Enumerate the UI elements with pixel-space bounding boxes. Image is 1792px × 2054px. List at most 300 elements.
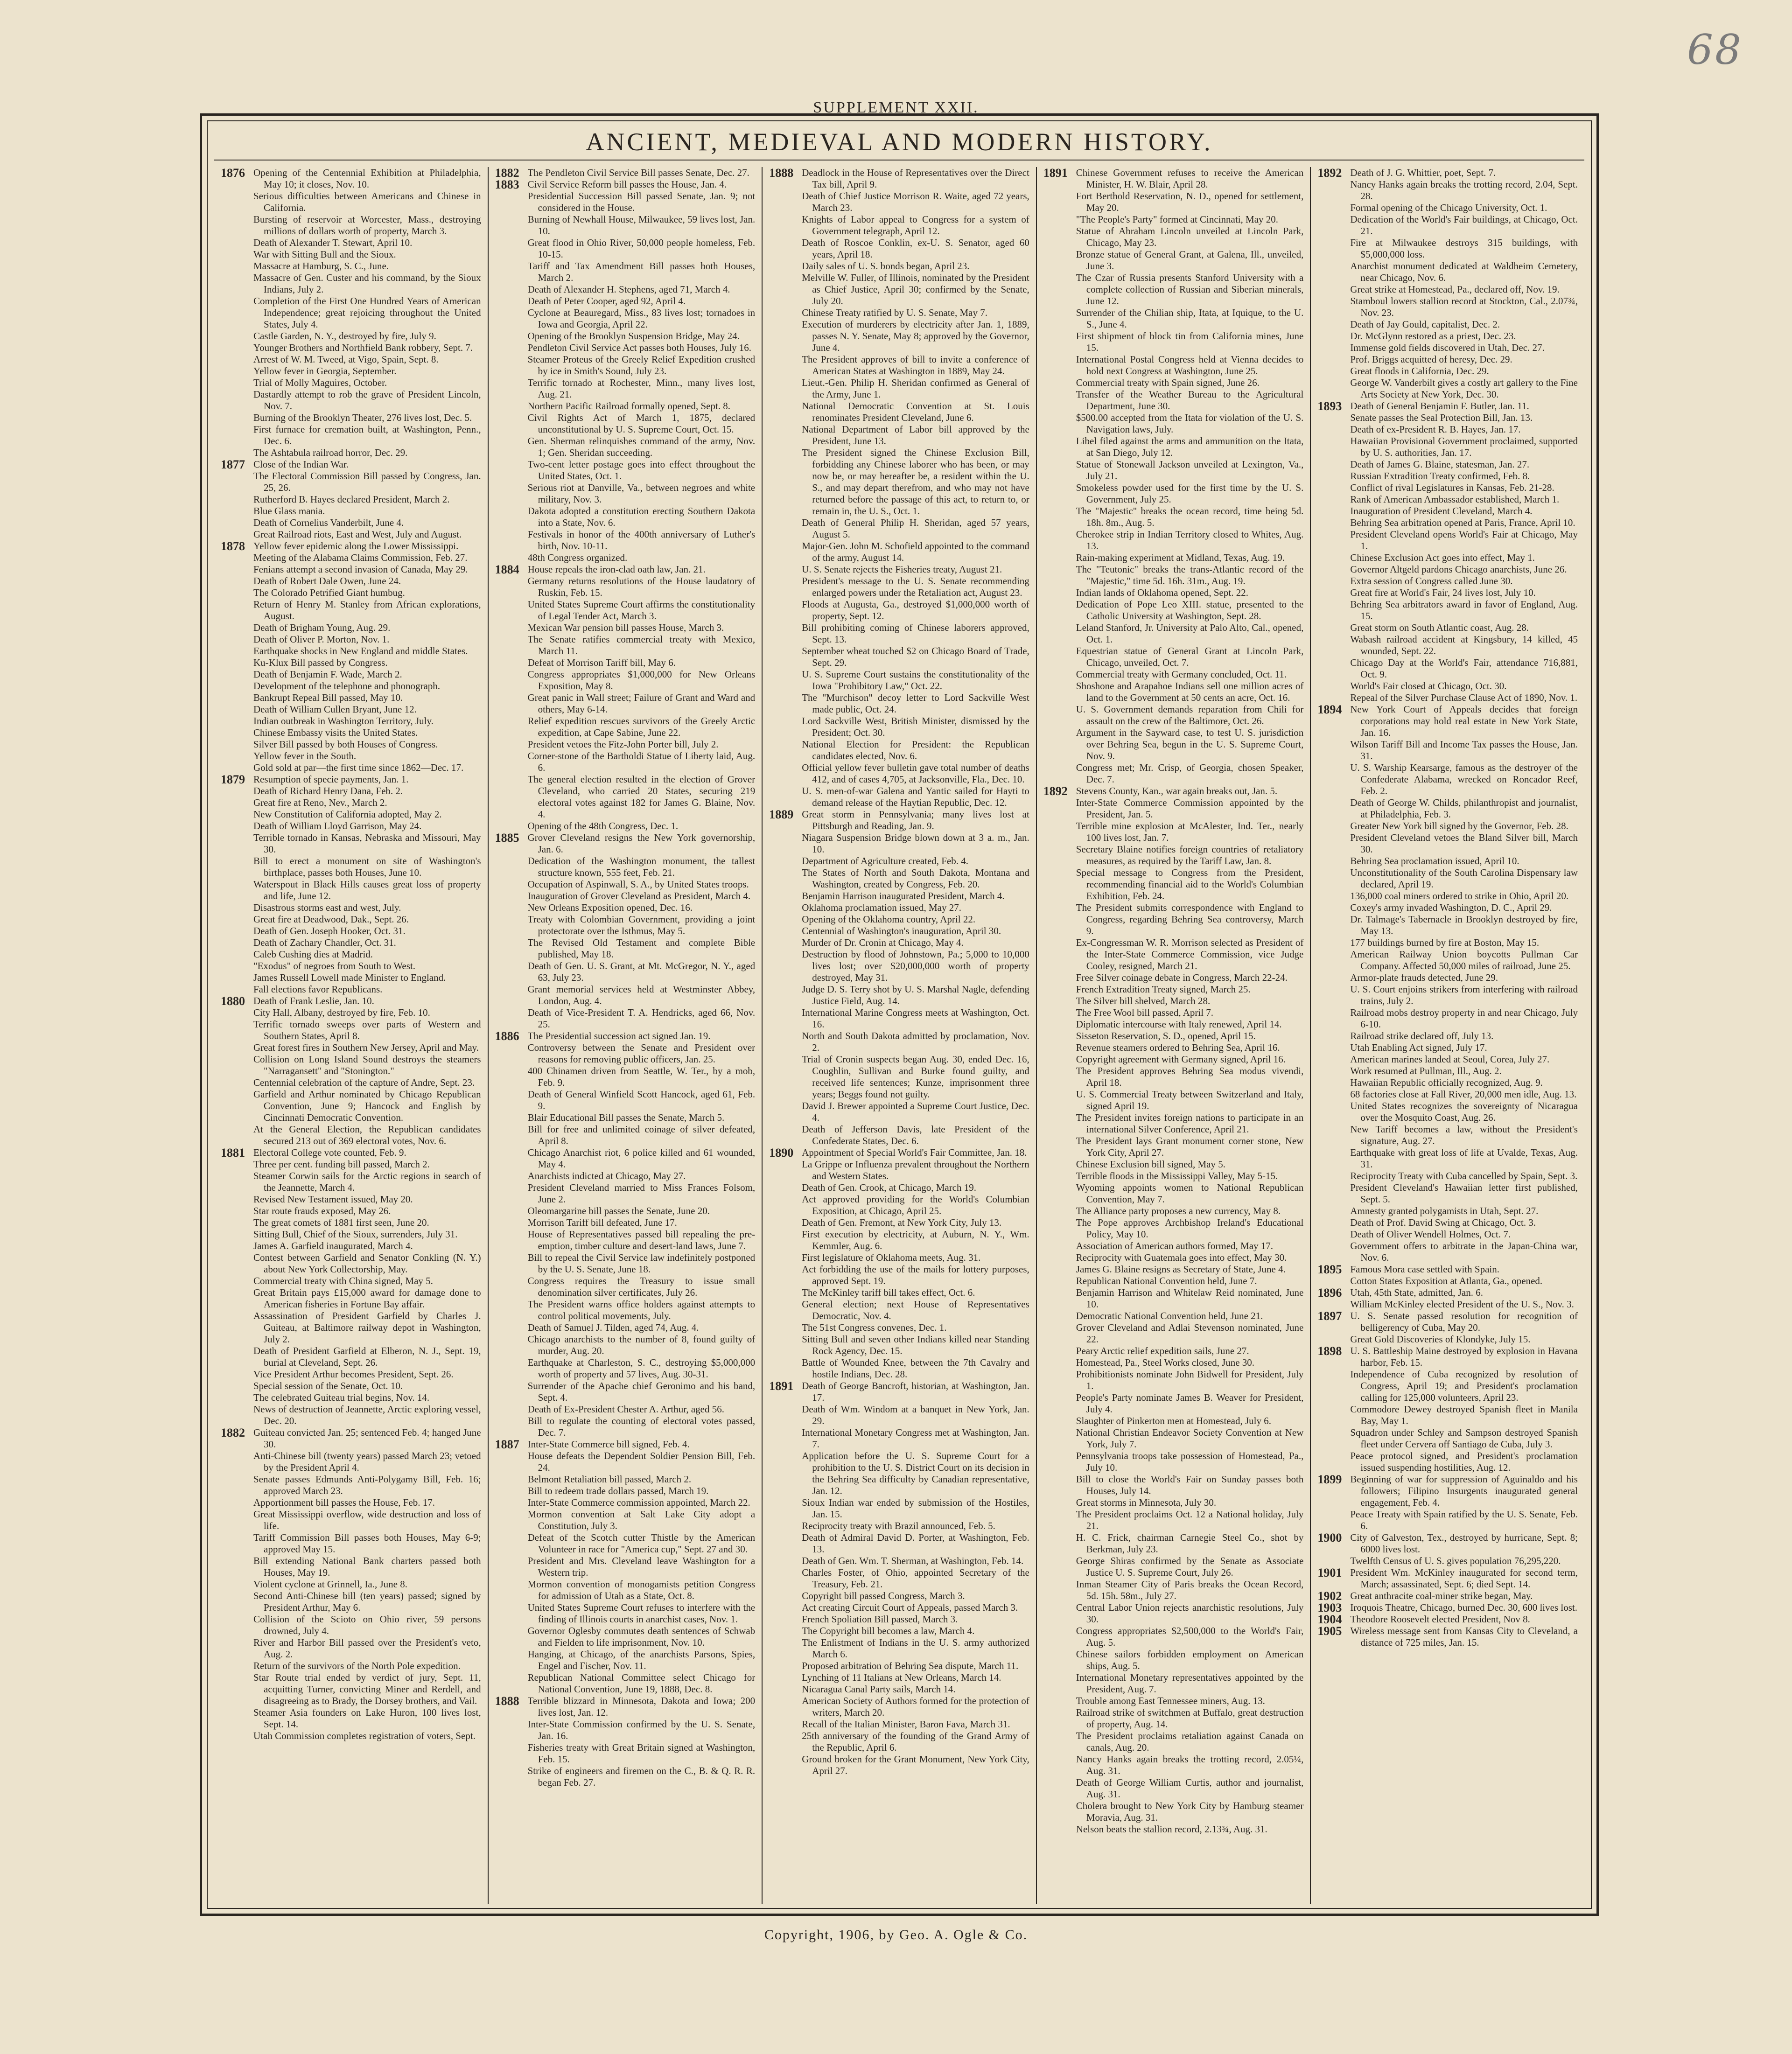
- event-list: [1350, 167, 1578, 400]
- event-item: Great storm on South Atlantic coast, Aug. 28.: [1350, 622, 1529, 633]
- event-item: Indian outbreak in Washington Territory, July.: [253, 715, 434, 727]
- event-item: Nancy Hanks again breaks the trotting record, 2.05¼, Aug. 31.: [1076, 1754, 1304, 1776]
- event-item: Bill to regulate the counting of electoral votes passed, Dec. 7.: [527, 1415, 756, 1438]
- event-item: President Cleveland vetoes the Bland Silver bill, March 30.: [1350, 832, 1578, 855]
- event-item: Wilson Tariff Bill and Income Tax passes the House, Jan. 31.: [1350, 739, 1578, 762]
- event-item: Earthquake at Charleston, S. C., destroying $5,000,000 worth of property and 57 lives, Aug. 30-31.: [527, 1357, 756, 1380]
- event-item: First execution by electricity, at Auburn, N. Y., Wm. Kemmler, Aug. 6.: [802, 1229, 1029, 1251]
- event-item: Defeat of Morrison Tariff bill, May 6.: [527, 657, 676, 668]
- event-item: David J. Brewer appointed a Supreme Court Justice, Dec. 4.: [802, 1100, 1029, 1123]
- event-item: International Postal Congress held at Vienna decides to hold next Congress at Washington, June 25.: [1076, 354, 1304, 377]
- event-item: Utah Commission completes registration of voters, Sept.: [253, 1730, 476, 1741]
- event-item: Benjamin Harrison inaugurated President, March 4.: [802, 890, 1005, 901]
- event-item: Northern Pacific Railroad formally opened, Sept. 8.: [527, 400, 731, 412]
- year-label: 1876: [221, 167, 245, 180]
- event-item: Death of William Cullen Bryant, June 12.: [253, 704, 417, 715]
- year-label: 1902: [1317, 1589, 1342, 1603]
- event-item: Statue of Stonewall Jackson unveiled at Lexington, Va., July 21.: [1076, 459, 1304, 482]
- event-item: The Presidential succession act signed Jan. 19.: [527, 1030, 711, 1041]
- event-item: Great flood in Ohio River, 50,000 people homeless, Feb. 10-15.: [527, 237, 756, 260]
- event-item: American Society of Authors formed for the protection of writers, March 20.: [802, 1695, 1029, 1718]
- event-item: Nelson beats the stallion record, 2.13¾, Aug. 31.: [1076, 1823, 1267, 1835]
- year-entry: [1317, 1264, 1578, 1287]
- event-item: Knights of Labor appeal to Congress for a system of Government telegraph, April 12.: [802, 214, 1029, 237]
- event-item: The Silver bill shelved, March 28.: [1076, 995, 1211, 1006]
- event-item: The President proclaims Oct. 12 a National holiday, July 21.: [1076, 1509, 1304, 1531]
- event-item: Terrific tornado at Rochester, Minn., many lives lost, Aug. 21.: [527, 377, 756, 400]
- event-item: Death of Gen. Wm. T. Sherman, at Washington, Feb. 14.: [802, 1555, 1024, 1566]
- event-item: Commercial treaty with Germany concluded, Oct. 11.: [1076, 669, 1287, 680]
- event-item: Railroad strike of switchmen at Buffalo, great destruction of property, Aug. 14.: [1076, 1707, 1304, 1730]
- event-item: The Copyright bill becomes a law, March 4.: [802, 1625, 975, 1636]
- event-item: Mormon convention of monogamists petition Congress for admission of Utah as a State, Oct. 8.: [527, 1579, 756, 1601]
- event-item: Immense gold fields discovered in Utah, Dec. 27.: [1350, 342, 1545, 353]
- event-item: Shoshone and Arapahoe Indians sell one million acres of land to the Government at 50 cents an acre, Oct. 16.: [1076, 680, 1304, 703]
- event-list: [802, 809, 1029, 1147]
- event-item: Centennial of Washington's inauguration, April 30.: [802, 925, 1001, 936]
- event-item: Yellow fever in Georgia, September.: [253, 365, 397, 377]
- event-item: Leland Stanford, Jr. University at Palo Alto, Cal., opened, Oct. 1.: [1076, 622, 1304, 645]
- event-item: Caleb Cushing dies at Madrid.: [253, 949, 373, 960]
- event-item: Strike of engineers and firemen on the C., B. & Q. R. R. began Feb. 27.: [527, 1765, 756, 1788]
- event-item: United States Supreme Court affirms the constitutionality of Legal Tender Act, March 3.: [527, 599, 756, 622]
- event-item: House of Representatives passed bill repealing the pre-emption, timber culture and desert-land laws, June 7.: [527, 1229, 756, 1251]
- event-item: "The People's Party" formed at Cincinnati, May 20.: [1076, 214, 1279, 225]
- event-item: 136,000 coal miners ordered to strike in Ohio, April 20.: [1350, 890, 1569, 901]
- event-item: Inter-State Commerce commission appointed, March 22.: [527, 1497, 750, 1508]
- event-item: Hawaiian Republic officially recognized, Aug. 9.: [1350, 1077, 1543, 1088]
- event-item: Death of James G. Blaine, statesman, Jan. 27.: [1350, 459, 1530, 470]
- year-entry: [1317, 1345, 1578, 1474]
- event-item: Death of Admiral David D. Porter, at Washington, Feb. 13.: [802, 1532, 1029, 1555]
- event-item: International Monetary representatives appointed by the President, Aug. 7.: [1076, 1672, 1304, 1695]
- event-item: Department of Agriculture created, Feb. 4.: [802, 855, 969, 866]
- event-item: Reciprocity treaty with Brazil announced, Feb. 5.: [802, 1520, 995, 1531]
- event-item: Copyright bill passed Congress, March 3.: [802, 1590, 965, 1601]
- event-item: The celebrated Guiteau trial begins, Nov. 14.: [253, 1392, 430, 1403]
- event-item: The 51st Congress convenes, Dec. 1.: [802, 1322, 947, 1333]
- event-item: Massacre at Hamburg, S. C., June.: [253, 260, 389, 272]
- event-item: Violent cyclone at Grinnell, Ia., June 8.: [253, 1579, 407, 1590]
- event-item: Nancy Hanks again breaks the trotting record, 2.04, Sept. 28.: [1350, 179, 1578, 202]
- event-item: Great panic in Wall street; Failure of Grant and Ward and others, May 6-14.: [527, 692, 756, 715]
- event-item: Centennial celebration of the capture of Andre, Sept. 23.: [253, 1077, 475, 1088]
- event-item: Dastardly attempt to rob the grave of President Lincoln, Nov. 7.: [253, 389, 481, 412]
- event-item: Burning of Newhall House, Milwaukee, 59 lives lost, Jan. 10.: [527, 214, 756, 237]
- event-item: U. S. Supreme Court sustains the constitutionality of the Iowa "Prohibitory Law," Oct. 22.: [802, 669, 1029, 692]
- event-item: Conflict of rival Legislatures in Kansas, Feb. 21-28.: [1350, 482, 1554, 493]
- year-entry: [1317, 1310, 1578, 1345]
- event-item: Argument in the Sayward case, to test U. S. jurisdiction over Behring Sea, begun in the U. S. Supreme Court, Nov. 9.: [1076, 727, 1304, 762]
- event-item: American Railway Union boycotts Pullman Car Company. Affected 50,000 miles of railroad, June 25.: [1350, 949, 1578, 971]
- event-item: Garfield and Arthur nominated by Chicago Republican Convention, June 9; Hancock and English by Cincinnati Democratic Convention.: [253, 1089, 481, 1123]
- event-item: Second Anti-Chinese bill (ten years) passed; signed by President Arthur, May 6.: [253, 1590, 481, 1613]
- history-column: [1310, 167, 1584, 1904]
- event-item: New Constitution of California adopted, May 2.: [253, 809, 442, 820]
- year-entry: [1043, 785, 1304, 1835]
- event-item: Grover Cleveland resigns the New York governorship, Jan. 6.: [527, 832, 756, 855]
- event-item: Chinese Embassy visits the United States.: [253, 727, 418, 738]
- event-item: House defeats the Dependent Soldier Pension Bill, Feb. 24.: [527, 1450, 756, 1473]
- event-item: National Department of Labor bill approved by the President, June 13.: [802, 424, 1029, 447]
- year-entry: [1317, 1625, 1578, 1649]
- event-item: Floods at Augusta, Ga., destroyed $1,000,000 worth of property, Sept. 12.: [802, 599, 1029, 622]
- event-item: House repeals the iron-clad oath law, Jan. 21.: [527, 564, 706, 575]
- event-item: Death of Alexander H. Stephens, aged 71, March 4.: [527, 284, 730, 295]
- event-item: Chicago Day at the World's Fair, attendance 716,881, Oct. 9.: [1350, 657, 1578, 680]
- event-item: President Wm. McKinley inaugurated for second term, March; assassinated, Sept. 6; died Sept. 14.: [1350, 1567, 1578, 1590]
- event-item: Chinese Exclusion Act goes into effect, May 1.: [1350, 552, 1535, 563]
- event-item: Serious difficulties between Americans and Chinese in California.: [253, 190, 481, 213]
- history-column: [762, 167, 1036, 1904]
- event-item: The Electoral Commission Bill passed by Congress, Jan. 25, 26.: [253, 470, 481, 493]
- event-item: U. S. Senate passed resolution for recognition of belligerency of Cuba, May 20.: [1350, 1310, 1578, 1333]
- event-list: [528, 1439, 756, 1695]
- event-item: Iroquois Theatre, Chicago, burned Dec. 30, 600 lives lost.: [1350, 1602, 1577, 1613]
- event-item: Senate passes the Seal Protection Bill, Jan. 13.: [1350, 412, 1533, 423]
- event-item: Indian lands of Oklahoma opened, Sept. 22.: [1076, 587, 1248, 598]
- page-title: ANCIENT, MEDIEVAL AND MODERN HISTORY.: [586, 128, 1213, 156]
- event-item: Commodore Dewey destroyed Spanish fleet in Manila Bay, May 1.: [1350, 1404, 1578, 1426]
- event-item: New Tariff becomes a law, without the President's signature, Aug. 27.: [1350, 1124, 1578, 1146]
- event-item: The Free Wool bill passed, April 7.: [1076, 1007, 1213, 1018]
- event-item: Formal opening of the Chicago University, Oct. 1.: [1350, 202, 1547, 213]
- event-item: Pendleton Civil Service Act passes both Houses, July 16.: [527, 342, 752, 353]
- event-item: Death of Robert Dale Owen, June 24.: [253, 575, 401, 587]
- event-item: Bill to erect a monument on site of Washington's birthplace, passes both Houses, June 10.: [253, 855, 481, 878]
- event-item: Rutherford B. Hayes declared President, March 2.: [253, 494, 450, 505]
- event-item: Tariff and Tax Amendment Bill passes both Houses, March 2.: [527, 260, 756, 283]
- event-item: Revenue steamers ordered to Behring Sea, April 16.: [1076, 1042, 1280, 1053]
- event-item: Chinese Treaty ratified by U. S. Senate, May 7.: [802, 307, 987, 318]
- event-item: Trial of Cronin suspects began Aug. 30, ended Dec. 16, Coughlin, Sullivan and Burke found guilty, and received life sentences; Kunze, imprisonment three years; Beggs found not guilty.: [802, 1054, 1029, 1100]
- year-label: 1886: [495, 1029, 519, 1043]
- event-item: Death of Oliver P. Morton, Nov. 1.: [253, 634, 390, 645]
- year-label: 1890: [769, 1146, 794, 1160]
- event-item: Melville W. Fuller, of Illinois, nominated by the President as Chief Justice, April 30; confirmed by the Senate, July 20.: [802, 272, 1029, 307]
- event-item: Libel filed against the arms and ammunition on the Itata, at San Diego, July 12.: [1076, 435, 1304, 458]
- event-item: Star Route trial ended by verdict of jury, Sept. 11, acquitting Turner, convicting Miner and Rerdell, and disagreeing as to Brady, the Dorsey brothers, and Vail.: [253, 1672, 481, 1706]
- event-item: Gold sold at par—the first time since 1862—Dec. 17.: [253, 762, 464, 773]
- event-list: [1350, 1567, 1578, 1590]
- year-entry: [1317, 1614, 1578, 1625]
- year-label: 1901: [1317, 1566, 1342, 1579]
- event-item: Death of William Lloyd Garrison, May 24.: [253, 820, 422, 831]
- year-entry: [495, 832, 756, 1030]
- event-item: Return of the survivors of the North Pole expedition.: [253, 1660, 461, 1671]
- year-entry: [495, 1030, 756, 1439]
- event-item: Trouble among East Tennessee miners, Aug. 13.: [1076, 1695, 1265, 1706]
- event-item: Great fire at Deadwood, Dak., Sept. 26.: [253, 914, 409, 925]
- event-list: [253, 774, 481, 995]
- event-item: Copyright agreement with Germany signed, April 16.: [1076, 1054, 1286, 1065]
- event-item: Great anthracite coal-miner strike began, May.: [1350, 1590, 1533, 1601]
- event-item: United States recognizes the sovereignty of Nicaragua over the Mosquito Coast, Aug. 26.: [1350, 1100, 1578, 1123]
- event-item: Meeting of the Alabama Claims Commission, Feb. 27.: [253, 552, 468, 563]
- year-entry: [495, 167, 756, 179]
- event-item: Fall elections favor Republicans.: [253, 984, 383, 995]
- event-item: Hawaiian Provisional Government proclaimed, supported by U. S. authorities, Jan. 17.: [1350, 435, 1578, 458]
- event-item: Inter-State Commission confirmed by the U. S. Senate, Jan. 16.: [527, 1719, 756, 1741]
- event-item: Death of George Bancroft, historian, at Washington, Jan. 17.: [802, 1380, 1029, 1403]
- event-item: Bill to close the World's Fair on Sunday passes both Houses, July 14.: [1076, 1474, 1304, 1496]
- event-item: Waterspout in Black Hills causes great loss of property and life, June 12.: [253, 879, 481, 901]
- event-item: Utah Enabling Act signed, July 17.: [1350, 1042, 1487, 1053]
- year-entry: [1317, 1567, 1578, 1590]
- event-item: Inter-State Commerce Commission appointed by the President, Jan. 5.: [1076, 797, 1304, 820]
- year-entry: [495, 179, 756, 564]
- year-entry: [769, 1147, 1029, 1380]
- history-column: [1036, 167, 1310, 1904]
- event-item: Bill to repeal the Civil Service law indefinitely postponed by the U. S. Senate, June 18.: [527, 1252, 756, 1275]
- event-item: Death of Gen. Joseph Hooker, Oct. 31.: [253, 925, 406, 936]
- event-item: President vetoes the Fitz-John Porter bill, July 2.: [527, 739, 719, 750]
- event-item: Relief expedition rescues survivors of the Greely Arctic expedition, at Cape Sabine, June 22.: [527, 715, 756, 738]
- event-list: [802, 1147, 1029, 1380]
- event-item: Association of American authors formed, May 17.: [1076, 1240, 1274, 1251]
- event-item: International Monetary Congress met at Washington, Jan. 7.: [802, 1427, 1029, 1450]
- event-item: Cotton States Exposition at Atlanta, Ga., opened.: [1350, 1275, 1543, 1286]
- event-item: Official yellow fever bulletin gave total number of deaths 412, and of cases 4,705, at Jacksonville, Fla., Dec. 10.: [802, 762, 1029, 785]
- year-label: 1877: [221, 458, 245, 471]
- year-label: 1881: [221, 1146, 245, 1160]
- event-item: U. S. men-of-war Galena and Yantic sailed for Hayti to demand release of the Haytian Republic, Dec. 12.: [802, 785, 1029, 808]
- event-item: Blue Glass mania.: [253, 505, 325, 517]
- event-item: Squadron under Schley and Sampson destroyed Spanish fleet under Cervera off Santiago de Cuba, July 3.: [1350, 1427, 1578, 1450]
- event-item: Surrender of the Apache chief Geronimo and his band, Sept. 4.: [527, 1380, 756, 1403]
- event-item: Opening of the Centennial Exhibition at Philadelphia, May 10; it closes, Nov. 10.: [253, 167, 481, 190]
- event-item: Stevens County, Kan., war again breaks out, Jan. 5.: [1076, 785, 1278, 796]
- event-item: The President warns office holders against attempts to control political movements, July.: [527, 1299, 756, 1321]
- event-item: Defeat of the Scotch cutter Thistle by the American Volunteer in race for "America cup," Sept. 27 and 30.: [527, 1532, 756, 1555]
- event-item: 177 buildings burned by fire at Boston, May 15.: [1350, 937, 1540, 948]
- year-label: 1897: [1317, 1309, 1342, 1323]
- year-label: 1895: [1317, 1263, 1342, 1276]
- event-item: World's Fair closed at Chicago, Oct. 30.: [1350, 680, 1507, 692]
- event-item: James Russell Lowell made Minister to England.: [253, 972, 446, 983]
- event-item: Opening of the Oklahoma country, April 22.: [802, 914, 976, 925]
- event-item: City of Galveston, Tex., destroyed by hurricane, Sept. 8; 6000 lives lost.: [1350, 1532, 1578, 1555]
- event-item: Fenians attempt a second invasion of Canada, May 29.: [253, 564, 468, 575]
- event-item: The States of North and South Dakota, Montana and Washington, created by Congress, Feb. 20.: [802, 867, 1029, 890]
- event-item: Transfer of the Weather Bureau to the Agricultural Department, June 30.: [1076, 389, 1304, 412]
- event-item: Tariff Commission Bill passes both Houses, May 6-9; approved May 15.: [253, 1532, 481, 1555]
- year-entry: [221, 459, 481, 540]
- event-item: Special message to Congress from the President, recommending financial aid to the World's Columbian Exhibition, Feb. 24.: [1076, 867, 1304, 901]
- event-item: Sioux Indian war ended by submission of the Hostiles, Jan. 15.: [802, 1497, 1029, 1520]
- event-item: $500.00 accepted from the Itata for violation of the U. S. Navigation laws, July.: [1076, 412, 1304, 435]
- year-entry: [495, 564, 756, 832]
- event-item: The "Murchison" decoy letter to Lord Sackville West made public, Oct. 24.: [802, 692, 1029, 715]
- event-item: Chinese sailors forbidden employment on American ships, Aug. 5.: [1076, 1649, 1304, 1671]
- event-item: Fire at Milwaukee destroys 315 buildings, with $5,000,000 loss.: [1350, 237, 1578, 260]
- year-entry: [221, 995, 481, 1147]
- event-item: War with Sitting Bull and the Sioux.: [253, 249, 396, 260]
- event-item: Inman Steamer City of Paris breaks the Ocean Record, 5d. 15h. 58m., July 27.: [1076, 1579, 1304, 1601]
- event-item: The Czar of Russia presents Stanford University with a complete collection of Russian and Siberian minerals, June 12.: [1076, 272, 1304, 307]
- event-item: Rain-making experiment at Midland, Texas, Aug. 19.: [1076, 552, 1285, 563]
- event-item: Return of Henry M. Stanley from African explorations, August.: [253, 599, 481, 622]
- event-item: Death of Prof. David Swing at Chicago, Oct. 3.: [1350, 1217, 1536, 1228]
- event-item: Treaty with Colombian Government, providing a joint protectorate over the Isthmus, May 5.: [527, 914, 756, 936]
- event-item: French Spoliation Bill passed, March 3.: [802, 1614, 958, 1625]
- event-item: Recall of the Italian Minister, Baron Fava, March 31.: [802, 1719, 1010, 1730]
- event-item: First shipment of block tin from California mines, June 15.: [1076, 330, 1304, 353]
- event-item: Great floods in California, Dec. 29.: [1350, 365, 1489, 377]
- event-item: President Cleveland's Hawaiian letter first published, Sept. 5.: [1350, 1182, 1578, 1205]
- event-item: Chinese Government refuses to receive the American Minister, H. W. Blair, April 28.: [1076, 167, 1304, 190]
- event-item: Anti-Chinese bill (twenty years) passed March 23; vetoed by the President April 4.: [253, 1450, 481, 1473]
- event-item: Railroad strike declared off, July 13.: [1350, 1030, 1494, 1041]
- year-entry: [769, 167, 1029, 809]
- event-item: International Marine Congress meets at Washington, Oct. 16.: [802, 1007, 1029, 1030]
- year-label: 1888: [769, 167, 794, 180]
- event-item: Close of the Indian War.: [253, 459, 349, 470]
- event-item: Bill to redeem trade dollars passed, March 19.: [527, 1485, 709, 1496]
- year-label: 1888: [495, 1694, 519, 1708]
- event-item: Bill prohibiting coming of Chinese laborers approved, Sept. 13.: [802, 622, 1029, 645]
- event-item: Death of Gen. Crook, at Chicago, March 19.: [802, 1182, 977, 1193]
- event-item: Great fire at Reno, Nev., March 2.: [253, 797, 387, 808]
- event-item: Great storms in Minnesota, July 30.: [1076, 1497, 1217, 1508]
- event-item: Free Silver coinage debate in Congress, March 22-24.: [1076, 972, 1288, 983]
- event-item: Democratic National Convention held, June 21.: [1076, 1310, 1263, 1321]
- event-item: Steamer Proteus of the Greely Relief Expedition crushed by ice in Smith's Sound, July 23.: [527, 354, 756, 377]
- year-label: 1904: [1317, 1613, 1342, 1626]
- event-item: Coxey's army invaded Washington, D. C., April 29.: [1350, 902, 1552, 913]
- event-item: The Alliance party proposes a new currency, May 8.: [1076, 1205, 1281, 1216]
- event-item: Controversy between the Senate and President over reasons for removing public officers, Jan. 25.: [527, 1042, 756, 1065]
- event-item: Repeal of the Silver Purchase Clause Act of 1890, Nov. 1.: [1350, 692, 1578, 703]
- event-item: Chicago Anarchist riot, 6 police killed and 61 wounded, May 4.: [527, 1147, 756, 1170]
- event-item: Vice President Arthur becomes President, Sept. 26.: [253, 1369, 454, 1380]
- event-item: Senate passes Edmunds Anti-Polygamy Bill, Feb. 16; approved March 23.: [253, 1474, 481, 1496]
- event-item: Death of J. G. Whittier, poet, Sept. 7.: [1350, 167, 1496, 178]
- event-item: Famous Mora case settled with Spain.: [1350, 1264, 1499, 1275]
- event-item: Younger Brothers and Northfield Bank robbery, Sept. 7.: [253, 342, 473, 353]
- event-item: Resumption of specie payments, Jan. 1.: [253, 774, 409, 785]
- event-item: Behring Sea arbitrators award in favor of England, Aug. 15.: [1350, 599, 1578, 622]
- year-entry: [1317, 1287, 1578, 1310]
- year-label: 1879: [221, 773, 245, 786]
- event-item: Collision of the Scioto on Ohio river, 59 persons drowned, July 4.: [253, 1614, 481, 1636]
- event-item: The great comets of 1881 first seen, June 20.: [253, 1217, 429, 1228]
- event-item: Peary Arctic relief expedition sails, June 27.: [1076, 1345, 1249, 1356]
- event-item: The President approves Behring Sea modus vivendi, April 18.: [1076, 1065, 1304, 1088]
- event-item: Anarchist monument dedicated at Waldheim Cemetery, near Chicago, Nov. 6.: [1350, 260, 1578, 283]
- event-item: U. S. Court enjoins strikers from interfering with railroad trains, July 2.: [1350, 984, 1578, 1006]
- event-item: Death of Roscoe Conklin, ex-U. S. Senator, aged 60 years, April 18.: [802, 237, 1029, 260]
- event-item: William McKinley elected President of the U. S., Nov. 3.: [1350, 1299, 1574, 1310]
- history-columns: [214, 167, 1584, 1904]
- event-item: 68 factories close at Fall River, 20,000 men idle, Aug. 13.: [1350, 1089, 1577, 1100]
- event-item: Death of Brigham Young, Aug. 29.: [253, 622, 391, 633]
- event-item: Commercial treaty with China signed, May 5.: [253, 1275, 433, 1286]
- event-item: Ground broken for the Grant Monument, New York City, April 27.: [802, 1754, 1029, 1776]
- event-item: Wabash railroad accident at Kingsbury, 14 killed, 45 wounded, Sept. 22.: [1350, 634, 1578, 657]
- event-item: The President invites foreign nations to participate in an international Silver Conference, April 21.: [1076, 1112, 1304, 1135]
- event-item: General election; next House of Representatives Democratic, Nov. 4.: [802, 1299, 1029, 1321]
- event-item: Death of Jefferson Davis, late President of the Confederate States, Dec. 6.: [802, 1124, 1029, 1146]
- event-item: Act forbidding the use of the mails for lottery purposes, approved Sept. 19.: [802, 1264, 1029, 1286]
- event-list: [1350, 1264, 1578, 1287]
- event-item: Death of Frank Leslie, Jan. 10.: [253, 995, 374, 1006]
- event-item: Independence of Cuba recognized by resolution of Congress, April 19; and President's proclamation calling for 125,000 volunteers, April 23.: [1350, 1369, 1578, 1403]
- event-item: National Election for President: the Republican candidates elected, Nov. 6.: [802, 739, 1029, 762]
- event-list: [253, 167, 481, 459]
- event-item: Presidential Succession Bill passed Senate, Jan. 9; not considered in the House.: [527, 190, 756, 213]
- event-item: Chinese Exclusion bill signed, May 5.: [1076, 1159, 1226, 1170]
- event-item: Judge D. S. Terry shot by U. S. Marshal Nagle, defending Justice Field, Aug. 14.: [802, 984, 1029, 1006]
- year-entry: [1317, 1590, 1578, 1602]
- event-item: Arrest of W. M. Tweed, at Vigo, Spain, Sept. 8.: [253, 354, 439, 365]
- event-item: U. S. Commercial Treaty between Switzerland and Italy, signed April 19.: [1076, 1089, 1304, 1111]
- event-item: Congress requires the Treasury to issue small denomination silver certificates, July 26.: [527, 1275, 756, 1298]
- event-item: Railroad mobs destroy property in and near Chicago, July 6-10.: [1350, 1007, 1578, 1030]
- event-item: Death of General Benjamin F. Butler, Jan. 11.: [1350, 400, 1529, 412]
- event-item: La Grippe or Influenza prevalent throughout the Northern and Western States.: [802, 1159, 1029, 1181]
- event-item: New York Court of Appeals decides that foreign corporations may hold real estate in New York State, Jan. 16.: [1350, 704, 1578, 738]
- event-item: Government offers to arbitrate in the Japan-China war, Nov. 6.: [1350, 1240, 1578, 1263]
- year-label: 1894: [1317, 703, 1342, 716]
- event-item: The "Teutonic" breaks the trans-Atlantic record of the "Majestic," time 5d. 16h. 31m., Aug. 19.: [1076, 564, 1304, 587]
- event-list: [1350, 1625, 1578, 1649]
- event-item: Inter-State Commerce bill signed, Feb. 4.: [527, 1439, 690, 1450]
- event-item: Homestead, Pa., Steel Works closed, June 30.: [1076, 1357, 1255, 1368]
- event-item: Opening of the Brooklyn Suspension Bridge, May 24.: [527, 330, 740, 342]
- event-item: Sitting Bull, Chief of the Sioux, surrenders, July 31.: [253, 1229, 458, 1240]
- event-list: [528, 1030, 756, 1439]
- event-item: Earthquake with great loss of life at Uvalde, Texas, Aug. 31.: [1350, 1147, 1578, 1170]
- event-item: North and South Dakota admitted by proclamation, Nov. 2.: [802, 1030, 1029, 1053]
- event-item: Civil Rights Act of March 1, 1875, declared unconstitutional by U. S. Supreme Court, Oct. 15.: [527, 412, 756, 435]
- event-item: Lord Sackville West, British Minister, dismissed by the President; Oct. 30.: [802, 715, 1029, 738]
- event-item: Congress met; Mr. Crisp, of Georgia, chosen Speaker, Dec. 7.: [1076, 762, 1304, 785]
- event-item: Central Labor Union rejects anarchistic resolutions, July 30.: [1076, 1602, 1304, 1625]
- year-entry: [221, 774, 481, 995]
- event-item: Bill for free and unlimited coinage of silver defeated, April 8.: [527, 1124, 756, 1146]
- year-label: 1883: [495, 178, 519, 191]
- event-item: Death of Alexander T. Stewart, April 10.: [253, 237, 413, 248]
- event-item: 400 Chinamen driven from Seattle, W. Ter., by a mob, Feb. 9.: [527, 1065, 756, 1088]
- event-item: Great Mississippi overflow, wide destruction and loss of life.: [253, 1509, 481, 1531]
- history-column: [488, 167, 762, 1904]
- event-item: Collision on Long Island Sound destroys the steamers "Narragansett" and "Stonington.": [253, 1054, 481, 1076]
- event-item: Germany returns resolutions of the House laudatory of Ruskin, Feb. 15.: [527, 575, 756, 598]
- year-label: 1889: [769, 808, 794, 821]
- history-column: [214, 167, 488, 1904]
- event-item: First furnace for cremation built, at Washington, Penn., Dec. 6.: [253, 424, 481, 447]
- event-item: Opening of the 48th Congress, Dec. 1.: [527, 820, 679, 831]
- year-entry: [495, 1439, 756, 1695]
- year-label: 1880: [221, 994, 245, 1008]
- event-item: Secretary Blaine notifies foreign countries of retaliatory measures, as required by the Tariff Law, Jan. 8.: [1076, 844, 1304, 866]
- event-item: Death of General Philip H. Sheridan, aged 57 years, August 5.: [802, 517, 1029, 540]
- event-item: Lieut.-Gen. Philip H. Sheridan confirmed as General of the Army, June 1.: [802, 377, 1029, 400]
- event-item: George Shiras confirmed by the Senate as Associate Justice U. S. Supreme Court, July 26.: [1076, 1555, 1304, 1578]
- year-entry: [1317, 704, 1578, 1264]
- event-item: Death of Chief Justice Morrison R. Waite, aged 72 years, March 23.: [802, 190, 1029, 213]
- year-entry: [221, 167, 481, 459]
- event-item: Castle Garden, N. Y., destroyed by fire, July 9.: [253, 330, 436, 342]
- event-item: Sitting Bull and seven other Indians killed near Standing Rock Agency, Dec. 15.: [802, 1334, 1029, 1356]
- year-label: 1882: [221, 1426, 245, 1439]
- year-label: 1892: [1317, 167, 1342, 180]
- event-item: Diplomatic intercourse with Italy renewed, April 14.: [1076, 1019, 1282, 1030]
- event-item: Special session of the Senate, Oct. 10.: [253, 1380, 403, 1391]
- event-item: Battle of Wounded Knee, between the 7th Cavalry and hostile Indians, Dec. 28.: [802, 1357, 1029, 1380]
- event-item: Grover Cleveland and Adlai Stevenson nominated, June 22.: [1076, 1322, 1304, 1345]
